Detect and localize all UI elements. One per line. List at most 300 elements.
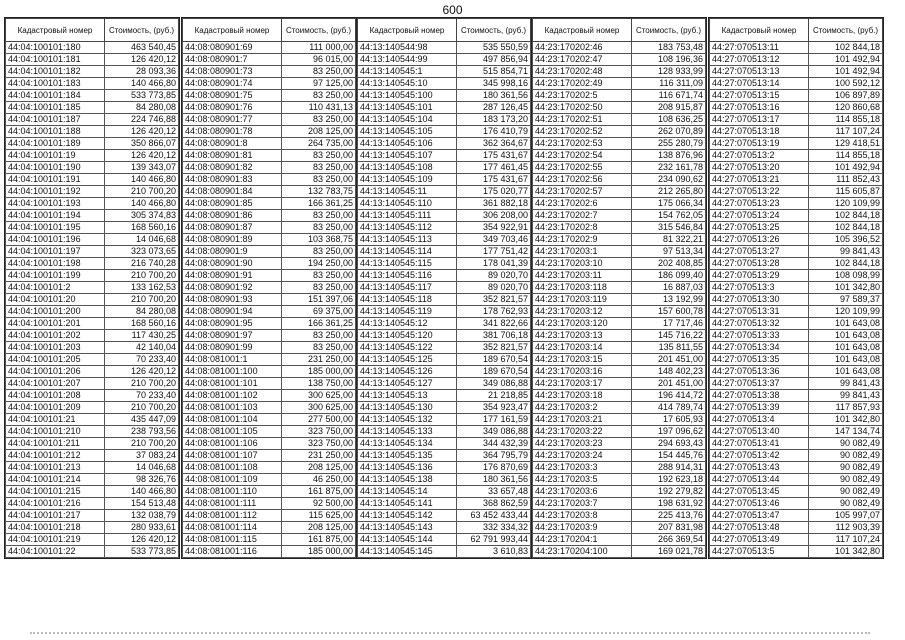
table-row: [358, 390, 531, 402]
cadastral-number-cell: 44:08:081001:109: [183, 474, 282, 486]
cost-cell: 183 173,20: [457, 114, 531, 126]
cost-cell: 185 000,00: [282, 546, 356, 558]
table-row: [183, 222, 356, 234]
cost-cell: 132 783,75: [282, 186, 356, 198]
cadastral-number-cell: 44:27:070513:30: [710, 294, 809, 306]
cadastral-number-cell: 44:23:170204:1: [533, 534, 632, 546]
cost-cell: 83 250,00: [282, 222, 356, 234]
cost-cell: 147 134,74: [809, 426, 883, 438]
cadastral-number-cell: 44:23:170203:21: [533, 414, 632, 426]
table-row: [183, 138, 356, 150]
cadastral-number-cell: 44:13:140545:122: [358, 342, 457, 354]
table-row: [533, 498, 706, 510]
table-row: [533, 330, 706, 342]
cost-cell: 145 716,22: [632, 330, 706, 342]
cadastral-number-cell: 44:13:140545:125: [358, 354, 457, 366]
table-row: [6, 534, 179, 546]
cost-cell: 364 795,79: [457, 450, 531, 462]
cost-cell: 128 933,99: [632, 66, 706, 78]
table-row: [183, 474, 356, 486]
table-row: [710, 162, 883, 174]
table-row: [183, 102, 356, 114]
table-row: [6, 510, 179, 522]
cost-cell: 354 923,47: [457, 402, 531, 414]
table-row: [183, 186, 356, 198]
cadastral-number-cell: 44:23:170202:47: [533, 54, 632, 66]
cost-cell: 96 015,00: [282, 54, 356, 66]
cost-cell: 216 740,28: [105, 258, 179, 270]
table-row: [533, 90, 706, 102]
table-row: [183, 438, 356, 450]
table-row: [533, 222, 706, 234]
table-row: [183, 54, 356, 66]
table-row: [710, 150, 883, 162]
cost-cell: 92 500,00: [282, 498, 356, 510]
cadastral-number-cell: 44:23:170202:52: [533, 126, 632, 138]
table-row: [358, 438, 531, 450]
table-row: [533, 138, 706, 150]
table-row: [710, 222, 883, 234]
cost-cell: 349 703,46: [457, 234, 531, 246]
table-row: [710, 546, 883, 558]
cost-cell: 225 413,76: [632, 510, 706, 522]
cost-cell: 108 636,25: [632, 114, 706, 126]
cost-cell: 99 841,43: [809, 390, 883, 402]
cadastral-number-cell: 44:23:170202:57: [533, 186, 632, 198]
cadastral-number-cell: 44:04:100101:197: [6, 246, 105, 258]
cost-cell: 361 882,18: [457, 198, 531, 210]
cadastral-number-cell: 44:23:170203:24: [533, 450, 632, 462]
cadastral-number-cell: 44:13:140544:99: [358, 54, 457, 66]
cost-cell: 349 086,88: [457, 426, 531, 438]
cost-cell: 208 125,00: [282, 522, 356, 534]
cadastral-number-cell: 44:13:140545:109: [358, 174, 457, 186]
table-row: [6, 198, 179, 210]
table-row: [358, 522, 531, 534]
cost-cell: 166 361,25: [282, 318, 356, 330]
cost-cell: 169 021,78: [632, 546, 706, 558]
cadastral-number-cell: 44:23:170203:120: [533, 318, 632, 330]
cost-cell: 90 082,49: [809, 438, 883, 450]
table-row: [6, 306, 179, 318]
table-row: [710, 270, 883, 282]
cost-cell: 106 897,89: [809, 90, 883, 102]
table-row: [358, 150, 531, 162]
table-row: [6, 246, 179, 258]
table-row: [533, 258, 706, 270]
cadastral-number-cell: 44:23:170203:119: [533, 294, 632, 306]
cost-cell: 110 431,13: [282, 102, 356, 114]
table-row: [710, 102, 883, 114]
cadastral-number-cell: 44:08:081001:101: [183, 378, 282, 390]
cost-cell: 90 082,49: [809, 498, 883, 510]
cadastral-number-cell: 44:13:140545:10: [358, 78, 457, 90]
table-row: [6, 546, 179, 558]
cadastral-number-cell: 44:08:081001:1: [183, 354, 282, 366]
header-cost: Стоимость, (руб.): [632, 19, 706, 42]
table-row: [710, 402, 883, 414]
table-row: [6, 462, 179, 474]
cost-cell: 116 311,09: [632, 78, 706, 90]
table-row: [710, 462, 883, 474]
cost-cell: 83 250,00: [282, 114, 356, 126]
table-row: [358, 426, 531, 438]
cadastral-number-cell: 44:04:100101:21: [6, 414, 105, 426]
cost-cell: 99 841,43: [809, 246, 883, 258]
table-row: [533, 198, 706, 210]
cadastral-number-cell: 44:08:080901:8: [183, 138, 282, 150]
table-row: [533, 174, 706, 186]
table-row: [183, 342, 356, 354]
table-row: [6, 294, 179, 306]
cadastral-number-cell: 44:04:100101:184: [6, 90, 105, 102]
cadastral-number-cell: 44:13:140545:126: [358, 366, 457, 378]
cost-cell: 183 753,48: [632, 42, 706, 54]
cadastral-number-cell: 44:23:170202:8: [533, 222, 632, 234]
table-row: [358, 138, 531, 150]
cost-cell: 154 445,76: [632, 450, 706, 462]
table-row: [358, 378, 531, 390]
cost-cell: 192 279,82: [632, 486, 706, 498]
page-number: 600: [442, 3, 463, 17]
cost-cell: 210 700,20: [105, 438, 179, 450]
cost-cell: 350 866,07: [105, 138, 179, 150]
cadastral-number-cell: 44:23:170202:9: [533, 234, 632, 246]
cadastral-number-cell: 44:27:070513:44: [710, 474, 809, 486]
cadastral-number-cell: 44:04:100101:192: [6, 186, 105, 198]
cost-cell: 84 280,08: [105, 306, 179, 318]
cadastral-number-cell: 44:13:140544:98: [358, 42, 457, 54]
cadastral-number-cell: 44:08:080901:83: [183, 174, 282, 186]
table-row: [183, 258, 356, 270]
cadastral-number-cell: 44:04:100101:195: [6, 222, 105, 234]
cadastral-number-cell: 44:27:070513:32: [710, 318, 809, 330]
table-row: [358, 210, 531, 222]
cadastral-number-cell: 44:04:100101:190: [6, 162, 105, 174]
cost-cell: 115 605,87: [809, 186, 883, 198]
table-row: [358, 198, 531, 210]
cadastral-number-cell: 44:27:070513:47: [710, 510, 809, 522]
cost-cell: 207 831,98: [632, 522, 706, 534]
cost-cell: 3 610,83: [457, 546, 531, 558]
cadastral-number-cell: 44:08:080901:75: [183, 90, 282, 102]
cadastral-number-cell: 44:23:170203:11: [533, 270, 632, 282]
cost-cell: 202 408,85: [632, 258, 706, 270]
cost-cell: 315 546,84: [632, 222, 706, 234]
cadastral-number-cell: 44:08:081001:110: [183, 486, 282, 498]
cost-cell: 157 600,78: [632, 306, 706, 318]
table-row: [533, 66, 706, 78]
cost-cell: 112 903,39: [809, 522, 883, 534]
cadastral-number-cell: 44:27:070513:43: [710, 462, 809, 474]
table-row: [183, 78, 356, 90]
cost-cell: 332 334,32: [457, 522, 531, 534]
cadastral-number-cell: 44:13:140545:135: [358, 450, 457, 462]
cost-cell: 349 086,88: [457, 378, 531, 390]
cost-table-4: [531, 17, 707, 559]
cost-cell: 463 540,45: [105, 42, 179, 54]
cadastral-number-cell: 44:23:170202:48: [533, 66, 632, 78]
cadastral-number-cell: 44:13:140545:100: [358, 90, 457, 102]
table-row: [183, 234, 356, 246]
cost-cell: 208 915,87: [632, 102, 706, 114]
table-row: [710, 210, 883, 222]
cadastral-number-cell: 44:27:070513:26: [710, 234, 809, 246]
cadastral-number-cell: 44:08:080901:97: [183, 330, 282, 342]
cost-cell: 368 862,59: [457, 498, 531, 510]
table-row: [358, 162, 531, 174]
table-row: [710, 282, 883, 294]
table-row: [358, 306, 531, 318]
cadastral-number-cell: 44:08:081001:108: [183, 462, 282, 474]
cadastral-number-cell: 44:04:100101:214: [6, 474, 105, 486]
cost-cell: 166 361,25: [282, 198, 356, 210]
table-row: [6, 102, 179, 114]
cadastral-number-cell: 44:27:070513:28: [710, 258, 809, 270]
cadastral-number-cell: 44:08:081001:106: [183, 438, 282, 450]
cadastral-number-cell: 44:23:170203:7: [533, 498, 632, 510]
cadastral-number-cell: 44:27:070513:33: [710, 330, 809, 342]
cost-cell: 37 083,24: [105, 450, 179, 462]
table-row: [358, 450, 531, 462]
table-row: [6, 270, 179, 282]
table-row: [183, 426, 356, 438]
cadastral-number-cell: 44:27:070513:41: [710, 438, 809, 450]
table-row: [358, 342, 531, 354]
table-row: [710, 414, 883, 426]
cost-cell: 234 090,62: [632, 174, 706, 186]
cadastral-number-cell: 44:04:100101:208: [6, 390, 105, 402]
cadastral-number-cell: 44:27:070513:36: [710, 366, 809, 378]
table-row: [710, 426, 883, 438]
cadastral-number-cell: 44:08:081001:111: [183, 498, 282, 510]
table-row: [533, 402, 706, 414]
cadastral-number-cell: 44:23:170202:50: [533, 102, 632, 114]
table-row: [6, 282, 179, 294]
cadastral-number-cell: 44:04:100101:207: [6, 378, 105, 390]
header-cadastral: Кадастровый номер: [710, 19, 809, 42]
cadastral-number-cell: 44:27:070513:16: [710, 102, 809, 114]
table-row: [183, 378, 356, 390]
cost-cell: 115 625,00: [282, 510, 356, 522]
table-row: [533, 162, 706, 174]
cadastral-number-cell: 44:08:080901:84: [183, 186, 282, 198]
cadastral-number-cell: 44:23:170203:8: [533, 510, 632, 522]
cadastral-number-cell: 44:13:140545:127: [358, 378, 457, 390]
cadastral-number-cell: 44:08:080901:95: [183, 318, 282, 330]
cadastral-number-cell: 44:13:140545:134: [358, 438, 457, 450]
cost-cell: 305 374,83: [105, 210, 179, 222]
cadastral-number-cell: 44:23:170203:22: [533, 426, 632, 438]
header-cadastral: Кадастровый номер: [183, 19, 282, 42]
cost-cell: 161 875,00: [282, 486, 356, 498]
cost-cell: 108 196,36: [632, 54, 706, 66]
table-row: [710, 474, 883, 486]
cadastral-number-cell: 44:08:081001:114: [183, 522, 282, 534]
cadastral-number-cell: 44:13:140545:110: [358, 198, 457, 210]
cost-cell: 102 844,18: [809, 42, 883, 54]
cadastral-number-cell: 44:23:170203:23: [533, 438, 632, 450]
table-row: [533, 510, 706, 522]
cadastral-number-cell: 44:27:070513:37: [710, 378, 809, 390]
cost-cell: 120 109,99: [809, 306, 883, 318]
cadastral-number-cell: 44:04:100101:198: [6, 258, 105, 270]
cost-cell: 210 700,20: [105, 186, 179, 198]
table-row: [358, 330, 531, 342]
table-row: [533, 114, 706, 126]
table-row: [358, 246, 531, 258]
cost-cell: 117 107,24: [809, 126, 883, 138]
table-row: [710, 318, 883, 330]
cost-cell: 177 161,59: [457, 414, 531, 426]
cadastral-number-cell: 44:13:140545:117: [358, 282, 457, 294]
cadastral-number-cell: 44:08:080901:87: [183, 222, 282, 234]
cadastral-number-cell: 44:27:070513:38: [710, 390, 809, 402]
cadastral-number-cell: 44:08:080901:90: [183, 258, 282, 270]
cadastral-number-cell: 44:04:100101:181: [6, 54, 105, 66]
table-row: [358, 546, 531, 558]
cost-cell: 14 046,68: [105, 234, 179, 246]
cadastral-number-cell: 44:27:070513:20: [710, 162, 809, 174]
table-row: [183, 198, 356, 210]
table-row: [358, 186, 531, 198]
cost-cell: 102 844,18: [809, 258, 883, 270]
table-row: [183, 330, 356, 342]
cost-cell: 175 020,77: [457, 186, 531, 198]
cost-cell: 120 860,68: [809, 102, 883, 114]
table-row: [710, 66, 883, 78]
cost-cell: 435 447,09: [105, 414, 179, 426]
cadastral-number-cell: 44:08:081001:102: [183, 390, 282, 402]
cost-cell: 126 420,12: [105, 366, 179, 378]
table-row: [358, 42, 531, 54]
cadastral-number-cell: 44:23:170203:16: [533, 366, 632, 378]
table-row: [183, 534, 356, 546]
cadastral-number-cell: 44:04:100101:218: [6, 522, 105, 534]
cadastral-number-cell: 44:08:080901:86: [183, 210, 282, 222]
cost-cell: 70 233,40: [105, 354, 179, 366]
cadastral-number-cell: 44:13:140545:13: [358, 390, 457, 402]
cadastral-number-cell: 44:23:170202:7: [533, 210, 632, 222]
cost-cell: 140 466,80: [105, 174, 179, 186]
cost-cell: 154 762,05: [632, 210, 706, 222]
cadastral-number-cell: 44:27:070513:27: [710, 246, 809, 258]
cost-cell: 185 000,00: [282, 366, 356, 378]
cost-cell: 117 857,93: [809, 402, 883, 414]
table-row: [358, 486, 531, 498]
cost-cell: 81 322,21: [632, 234, 706, 246]
table-row: [533, 426, 706, 438]
cost-cell: 13 192,99: [632, 294, 706, 306]
cost-cell: 255 280,79: [632, 138, 706, 150]
cost-cell: 33 657,48: [457, 486, 531, 498]
cadastral-number-cell: 44:08:081001:116: [183, 546, 282, 558]
cadastral-number-cell: 44:27:070513:15: [710, 90, 809, 102]
cost-cell: 83 250,00: [282, 210, 356, 222]
cadastral-number-cell: 44:08:080901:76: [183, 102, 282, 114]
cadastral-number-cell: 44:04:100101:193: [6, 198, 105, 210]
cadastral-number-cell: 44:13:140545:116: [358, 270, 457, 282]
cadastral-number-cell: 44:13:140545:112: [358, 222, 457, 234]
cadastral-number-cell: 44:04:100101:202: [6, 330, 105, 342]
cost-cell: 140 466,80: [105, 486, 179, 498]
cadastral-number-cell: 44:23:170203:18: [533, 390, 632, 402]
table-row: [6, 150, 179, 162]
cost-cell: 535 550,59: [457, 42, 531, 54]
table-row: [6, 186, 179, 198]
table-row: [358, 366, 531, 378]
cadastral-number-cell: 44:23:170202:55: [533, 162, 632, 174]
cadastral-number-cell: 44:04:100101:201: [6, 318, 105, 330]
cost-cell: 21 218,85: [457, 390, 531, 402]
table-row: [358, 174, 531, 186]
cost-cell: 266 369,54: [632, 534, 706, 546]
cadastral-number-cell: 44:13:140545:138: [358, 474, 457, 486]
table-row: [710, 342, 883, 354]
cost-cell: 114 855,18: [809, 150, 883, 162]
cost-cell: 103 368,75: [282, 234, 356, 246]
table-row: [710, 114, 883, 126]
table-row: [6, 342, 179, 354]
cost-cell: 224 746,88: [105, 114, 179, 126]
cost-cell: 168 560,16: [105, 222, 179, 234]
cadastral-number-cell: 44:23:170203:118: [533, 282, 632, 294]
table-row: [358, 402, 531, 414]
header-cadastral: Кадастровый номер: [533, 19, 632, 42]
cost-cell: 100 592,12: [809, 78, 883, 90]
cadastral-number-cell: 44:13:140545:12: [358, 318, 457, 330]
cadastral-number-cell: 44:08:080901:82: [183, 162, 282, 174]
table-row: [533, 42, 706, 54]
cost-cell: 83 250,00: [282, 150, 356, 162]
header-cost: Стоимость, (руб.): [809, 19, 883, 42]
cost-cell: 287 126,45: [457, 102, 531, 114]
cost-cell: 83 250,00: [282, 270, 356, 282]
cadastral-number-cell: 44:04:100101:19: [6, 150, 105, 162]
cost-cell: 97 513,34: [632, 246, 706, 258]
cost-cell: 232 161,78: [632, 162, 706, 174]
cadastral-number-cell: 44:08:080901:91: [183, 270, 282, 282]
cost-cell: 168 560,16: [105, 318, 179, 330]
table-row: [183, 402, 356, 414]
cost-cell: 192 623,18: [632, 474, 706, 486]
table-row: [533, 102, 706, 114]
table-row: [6, 414, 179, 426]
cost-cell: 197 096,62: [632, 426, 706, 438]
cost-cell: 323 750,00: [282, 426, 356, 438]
cadastral-number-cell: 44:13:140545:136: [358, 462, 457, 474]
cadastral-number-cell: 44:27:070513:34: [710, 342, 809, 354]
cadastral-number-cell: 44:23:170202:49: [533, 78, 632, 90]
cadastral-number-cell: 44:04:100101:203: [6, 342, 105, 354]
cost-cell: 151 397,06: [282, 294, 356, 306]
table-row: [6, 90, 179, 102]
cost-cell: 84 280,08: [105, 102, 179, 114]
cadastral-number-cell: 44:13:140545:114: [358, 246, 457, 258]
cost-cell: 83 250,00: [282, 174, 356, 186]
table-row: [358, 318, 531, 330]
table-row: [358, 282, 531, 294]
cadastral-number-cell: 44:08:080901:7: [183, 54, 282, 66]
cadastral-number-cell: 44:27:070513:17: [710, 114, 809, 126]
cost-cell: 101 342,80: [809, 546, 883, 558]
cost-cell: 90 082,49: [809, 450, 883, 462]
cadastral-number-cell: 44:13:140545:104: [358, 114, 457, 126]
cost-cell: 111 000,00: [282, 42, 356, 54]
table-row: [358, 474, 531, 486]
header-cost: Стоимость, (руб.): [282, 19, 356, 42]
cadastral-number-cell: 44:13:140545:107: [358, 150, 457, 162]
